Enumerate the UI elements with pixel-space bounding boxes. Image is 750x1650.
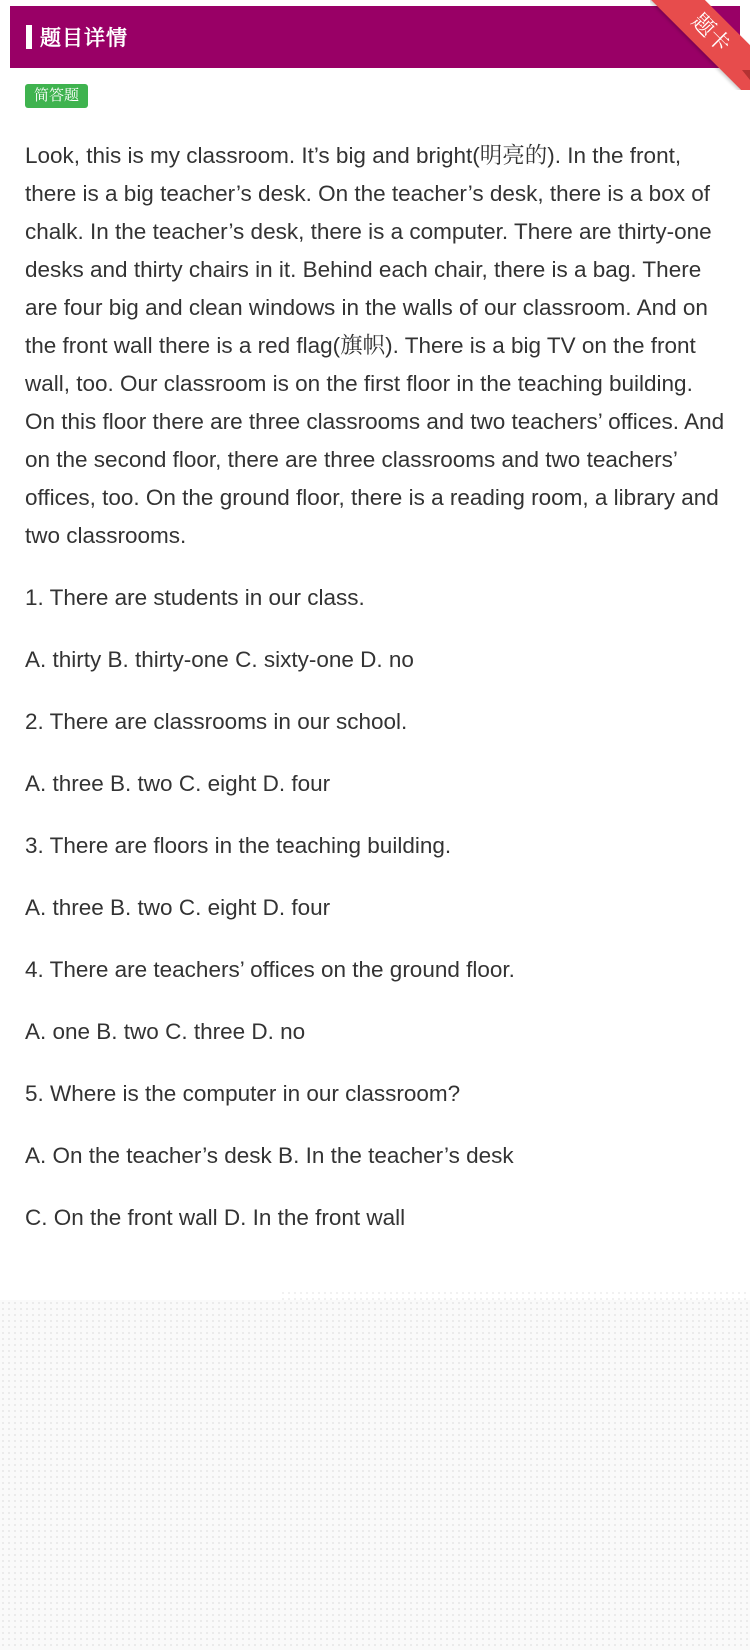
question-card-button[interactable]: 题卡 xyxy=(650,0,750,90)
question-3: 3. There are floors in the teaching building. xyxy=(25,833,452,858)
question-5: 5. Where is the computer in our classroom? xyxy=(25,1081,461,1106)
question-4-options: A. one B. two C. three D. no xyxy=(25,1019,306,1044)
page-title: 题目详情 xyxy=(40,27,128,50)
page-header xyxy=(10,6,740,68)
header-accent-bar xyxy=(26,25,32,49)
question-2: 2. There are classrooms in our school. xyxy=(25,709,408,734)
reading-passage: Look, this is my classroom. It’s big and bright(明亮的). In the front, there is a big teacher’s desk. On the teacher’s desk, there is a box of chalk. In the teacher’s desk, there is a computer. There are thirty-one desks and thirty chairs in it. Behind each chair, there is a bag. There are four big and clean windows in the walls of our classroom. And on the front wall there is a red flag(旗帜). There is a big TV on the front wall, too. Our classroom is on the first floor in the teaching building. On this floor there are three classrooms and two teachers’ offices. And on the second floor, there are three classrooms and two teachers’ offices, too. On the ground floor, there is a reading room, a library and two classrooms. xyxy=(25,143,725,548)
question-2-options: A. three B. two C. eight D. four xyxy=(25,771,331,796)
ribbon-fold xyxy=(742,70,750,80)
blur-overlay xyxy=(0,1300,750,1650)
question-content xyxy=(25,137,727,1261)
question-1-options: A. thirty B. thirty-one C. sixty-one D. no xyxy=(25,647,414,672)
question-4: 4. There are teachers’ offices on the ground floor. xyxy=(25,957,515,982)
question-5-options: A. On the teacher’s desk B. In the teacher’s desk xyxy=(25,1143,514,1168)
question-type-badge: 简答题 xyxy=(25,84,88,108)
question-3-options: A. three B. two C. eight D. four xyxy=(25,895,331,920)
question-5-options-continued: C. On the front wall D. In the front wall xyxy=(25,1205,406,1230)
question-1: 1. There are students in our class. xyxy=(25,585,365,610)
question-card-ribbon[interactable] xyxy=(650,0,750,90)
